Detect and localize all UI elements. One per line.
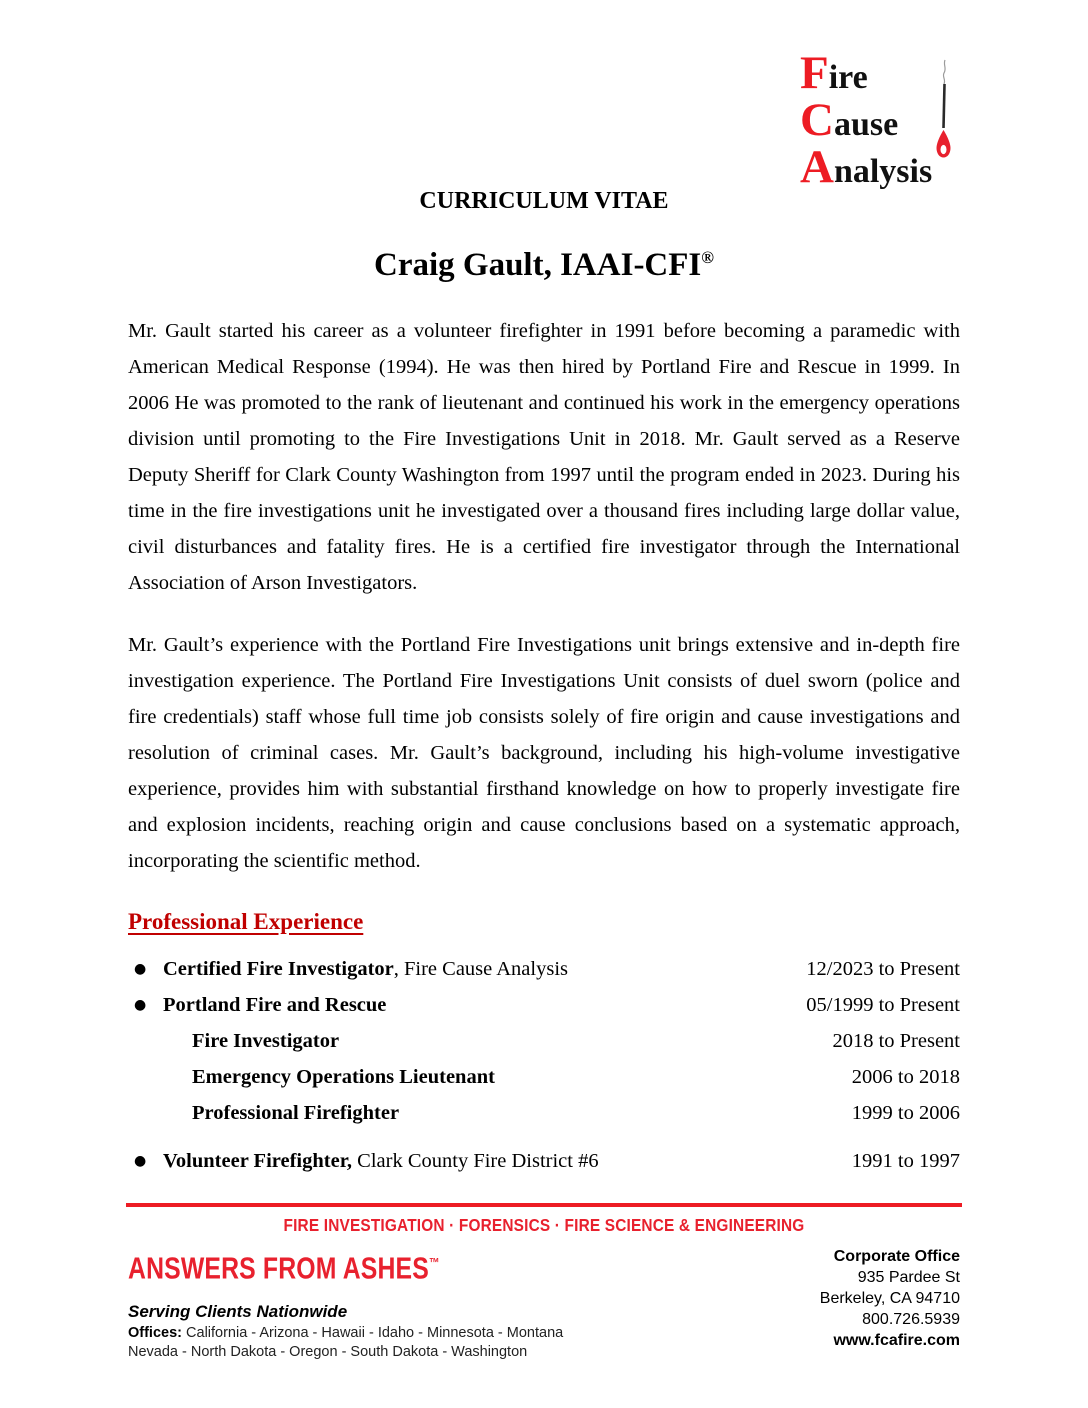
person-name-text: Craig Gault, IAAI-CFI — [374, 247, 702, 283]
bullet-icon: ● — [134, 997, 147, 1013]
offices-label: Offices: — [128, 1325, 182, 1342]
bullet-icon: ● — [134, 961, 147, 977]
role-title: Volunteer Firefighter, — [163, 1150, 353, 1172]
slogan — [128, 1246, 476, 1285]
corporate-office-phone: 800.726.5939 — [862, 1311, 960, 1328]
role-title: Emergency Operations Lieutenant — [192, 1066, 495, 1088]
professional-experience-heading: Professional Experience — [128, 909, 364, 934]
logo-rest-cause: ause — [833, 106, 899, 143]
experience-role — [128, 951, 568, 987]
footer-tagline: FIRE INVESTIGATION · FORENSICS · FIRE SCIENCE & ENGINEERING — [283, 1215, 805, 1235]
experience-row-portland-fire-rescue — [128, 987, 960, 1023]
offices-line-2: Nevada - North Dakota - Oregon - South Dakota - Washington — [128, 1344, 528, 1361]
role-title: Fire Investigator — [192, 1030, 340, 1052]
serving-clients-text: Serving Clients Nationwide — [128, 1302, 348, 1322]
experience-dates: 05/1999 to Present — [806, 994, 960, 1016]
corporate-office-block — [820, 1246, 960, 1362]
corporate-office-website: www.fcafire.com — [833, 1332, 960, 1349]
logo-line-cause — [800, 94, 1000, 146]
role-org: , Fire Cause Analysis — [393, 958, 568, 980]
footer-divider-rule — [126, 1203, 962, 1207]
experience-dates: 1999 to 2006 — [851, 1102, 960, 1124]
experience-dates: 1991 to 1997 — [851, 1150, 960, 1172]
experience-dates: 12/2023 to Present — [806, 958, 960, 980]
experience-row-professional-firefighter — [128, 1095, 960, 1131]
experience-role — [128, 1059, 495, 1095]
trademark-symbol: ™ — [428, 1255, 440, 1270]
role-title: Professional Firefighter — [192, 1102, 400, 1124]
offices-line-1 — [128, 1324, 563, 1343]
experience-list — [128, 951, 960, 1179]
corporate-office-title: Corporate Office — [833, 1248, 960, 1265]
logo-initial-a: A — [800, 141, 834, 193]
experience-dates: 2018 to Present — [832, 1030, 960, 1052]
person-name-heading — [128, 238, 960, 285]
footer-tagline-wrap — [128, 1214, 960, 1236]
biography-section — [0, 313, 1088, 879]
corporate-office-street: 935 Pardee St — [857, 1269, 960, 1286]
logo-initial-f: F — [800, 47, 829, 99]
bio-paragraph-1: Mr. Gault started his career as a volunteer firefighter in 1991 before becoming a paramedic with American Medical Response (1994). He was then hired by Portland Fire and Rescue in 1999. In 2006 He was promoted to the rank of lieutenant and continued his work in the emergency operations division until promoting to the Fire Investigations Unit in 2018. Mr. Gault served as a Reserve Deputy Sheriff for Clark County Washington from 1997 until the program ended in 2023. During his time in the fire investigations unit he investigated over a thousand fires including large dollar value, civil disturbances and fatality fires. He is a certified fire investigator through the International Association of Arson Investigators. — [128, 320, 960, 594]
experience-row-emergency-operations-lieutenant — [128, 1059, 960, 1095]
offices-states-1: California - Arizona - Hawaii - Idaho - Minnesota - Montana — [186, 1325, 564, 1342]
experience-role — [128, 1023, 339, 1059]
experience-role — [128, 1143, 599, 1179]
experience-dates: 2006 to 2018 — [851, 1066, 960, 1088]
experience-role — [128, 1095, 399, 1131]
bio-paragraph-2: Mr. Gault’s experience with the Portland Fire Investigations unit brings extensive and in-depth fire investigation experience. The Portland Fire Investigations Unit consists of duel sworn (police and fire credentials) staff whose full time job consists solely of fire origin and cause investigations and resolution of criminal cases. Mr. Gault’s background, including his high-volume investigative experience, provides him with substantial firsthand knowledge on how to properly investigate fire and explosion incidents, reaching origin and cause conclusions based on a systematic approach, incorporating the scientific method. — [128, 634, 960, 872]
role-title: Portland Fire and Rescue — [163, 994, 387, 1016]
experience-role — [128, 987, 386, 1023]
footer-left-column — [128, 1246, 563, 1362]
role-org: Clark County Fire District #6 — [352, 1150, 599, 1172]
role-title: Certified Fire Investigator — [163, 958, 394, 980]
logo-line-fire — [800, 47, 1000, 99]
slogan-text: ANSWERS FROM ASHES — [128, 1250, 429, 1286]
burnt-match-icon — [930, 58, 956, 162]
footer-bottom — [128, 1246, 960, 1362]
logo-rest-fire: ire — [828, 59, 868, 96]
bullet-icon: ● — [134, 1153, 147, 1169]
experience-row-volunteer-firefighter — [128, 1143, 960, 1179]
experience-row-fire-investigator — [128, 1023, 960, 1059]
offices-list — [128, 1324, 563, 1362]
corporate-office-city: Berkeley, CA 94710 — [819, 1290, 960, 1307]
experience-row-certified-fire-investigator — [128, 951, 960, 987]
logo-line-analysis — [800, 141, 1000, 193]
registered-mark: ® — [701, 248, 714, 267]
logo-rest-analysis: nalysis — [833, 153, 933, 190]
logo-initial-c: C — [800, 94, 834, 146]
fca-logo — [800, 47, 1000, 193]
document-type-heading: CURRICULUM VITAE — [419, 188, 669, 214]
